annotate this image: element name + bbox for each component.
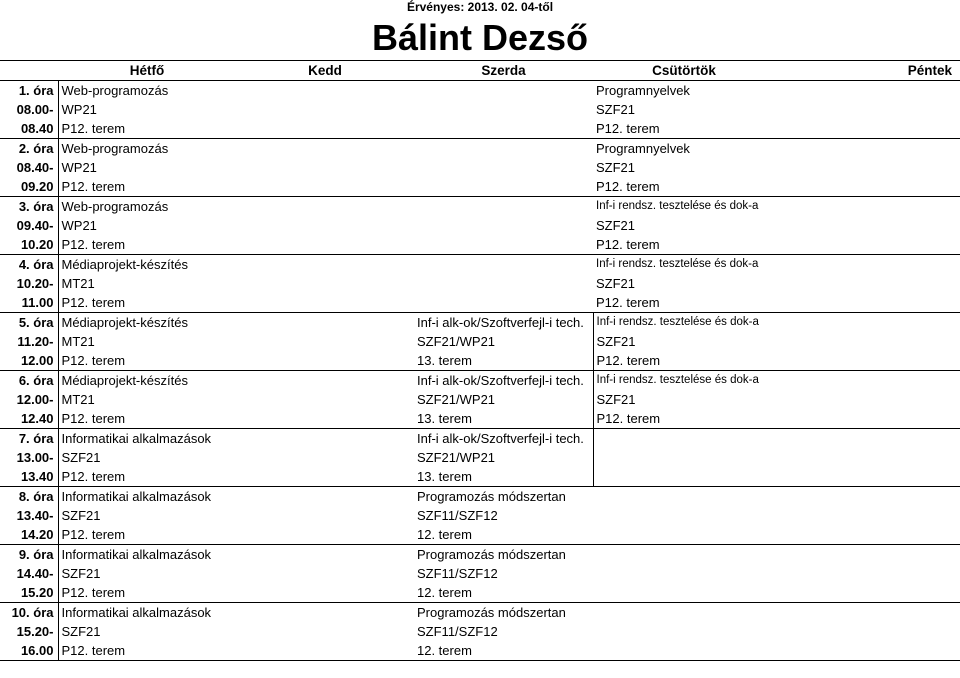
lesson-cell-wednesday: 12. terem [414,583,593,603]
lesson-cell-wednesday: SZF21/WP21 [414,390,593,409]
lesson-cell-wednesday: 12. terem [414,641,593,661]
lesson-cell-wednesday [414,274,593,293]
day-header-wednesday: Szerda [414,61,593,81]
lesson-cell-monday: WP21 [61,160,97,175]
lesson-cell-tuesday [236,81,414,101]
lesson-cell-friday [775,467,960,487]
lesson-cell-friday [775,119,960,139]
lesson-cell-friday [775,158,960,177]
lesson-cell-thursday [593,545,775,565]
lesson-cell-tuesday [236,313,414,333]
lesson-cell-friday [775,525,960,545]
lesson-cell-tuesday [236,255,414,275]
period-start-time: 13.40- [0,506,58,525]
period-label: 8. óra [0,487,58,507]
lesson-cell-wednesday [414,216,593,235]
period-end-time: 16.00 [0,641,58,661]
lesson-cell-thursday [593,603,775,623]
lesson-cell-friday [775,641,960,661]
lesson-cell-wednesday: SZF21/WP21 [414,332,593,351]
lesson-cell-friday [775,81,960,101]
lesson-cell-thursday: SZF21 [596,218,636,233]
lesson-cell-thursday: P12. terem [593,177,775,197]
corner-cell [0,61,58,81]
period-end-time: 14.20 [0,525,58,545]
lesson-cell-friday [775,313,960,333]
lesson-cell-monday: Informatikai alkalmazások [61,489,212,504]
period-label: 10. óra [0,603,58,623]
period-end-time: 12.40 [0,409,58,429]
period-end-time: 08.40 [0,119,58,139]
period-label: 2. óra [0,139,58,159]
period-end-time: 15.20 [0,583,58,603]
lesson-cell-monday: Informatikai alkalmazások [61,431,212,446]
lesson-cell-friday [775,429,960,449]
lesson-cell-friday [775,139,960,159]
lesson-cell-friday [775,332,960,351]
day-header-friday: Péntek [775,61,960,81]
lesson-cell-thursday: P12. terem [593,351,775,371]
lesson-cell-thursday [593,622,775,641]
lesson-cell-monday: Médiaprojekt-készítés [61,257,188,272]
lesson-cell-wednesday: 13. terem [414,467,593,487]
lesson-cell-monday: P12. terem [58,583,236,603]
lesson-cell-wednesday: Inf-i alk-ok/Szoftverfejl-i tech. [414,313,593,333]
lesson-cell-tuesday [236,467,414,487]
period-row [0,197,960,217]
lesson-cell-thursday: P12. terem [593,293,775,313]
lesson-cell-monday: Web-programozás [61,141,169,156]
lesson-cell-thursday: SZF21 [596,160,636,175]
period-row [0,429,960,449]
period-label: 1. óra [0,81,58,101]
period-row [0,641,960,661]
lesson-cell-thursday [593,429,775,449]
lesson-cell-wednesday: Inf-i alk-ok/Szoftverfejl-i tech. [414,371,593,391]
period-start-time: 08.40- [0,158,58,177]
lesson-cell-friday [775,390,960,409]
period-label: 4. óra [0,255,58,275]
lesson-cell-monday: SZF21 [61,624,101,639]
lesson-cell-thursday: Inf-i rendsz. tesztelése és dok-a [596,200,759,212]
lesson-cell-thursday: Inf-i rendsz. tesztelése és dok-a [596,374,759,386]
lesson-cell-thursday: P12. terem [593,119,775,139]
lesson-cell-tuesday [236,274,414,293]
period-end-time: 09.20 [0,177,58,197]
lesson-cell-tuesday [236,603,414,623]
period-start-time: 09.40- [0,216,58,235]
lesson-cell-thursday: Programnyelvek [596,141,690,156]
lesson-cell-friday [775,545,960,565]
lesson-cell-thursday: P12. terem [593,235,775,255]
lesson-cell-thursday: SZF21 [596,276,636,291]
lesson-cell-wednesday: Inf-i alk-ok/Szoftverfejl-i tech. [414,429,593,449]
period-start-time: 12.00- [0,390,58,409]
timetable-body [0,81,960,661]
lesson-cell-friday [775,197,960,217]
period-start-time: 15.20- [0,622,58,641]
period-row [0,274,960,293]
lesson-cell-monday: P12. terem [58,641,236,661]
period-end-time: 12.00 [0,351,58,371]
lesson-cell-thursday [593,583,775,603]
period-row [0,487,960,507]
lesson-cell-friday [775,274,960,293]
lesson-cell-friday [775,564,960,583]
lesson-cell-tuesday [236,429,414,449]
lesson-cell-thursday [593,641,775,661]
lesson-cell-thursday [593,564,775,583]
lesson-cell-monday: P12. terem [58,525,236,545]
period-start-time: 11.20- [0,332,58,351]
lesson-cell-tuesday [236,506,414,525]
period-row [0,158,960,177]
lesson-cell-thursday [593,525,775,545]
period-row [0,467,960,487]
lesson-cell-friday [775,506,960,525]
period-row [0,351,960,371]
lesson-cell-thursday: Programnyelvek [596,83,690,98]
lesson-cell-tuesday [236,139,414,159]
lesson-cell-monday: Informatikai alkalmazások [61,605,212,620]
lesson-cell-wednesday: SZF21/WP21 [414,448,593,467]
lesson-cell-wednesday [414,177,593,197]
lesson-cell-wednesday: 12. terem [414,525,593,545]
period-end-time: 13.40 [0,467,58,487]
lesson-cell-friday [775,371,960,391]
lesson-cell-wednesday [414,81,593,101]
period-row [0,81,960,101]
lesson-cell-wednesday: SZF11/SZF12 [417,508,498,523]
lesson-cell-monday: Web-programozás [61,83,169,98]
lesson-cell-tuesday [236,197,414,217]
period-row [0,332,960,351]
lesson-cell-wednesday: SZF11/SZF12 [417,624,498,639]
lesson-cell-wednesday [414,235,593,255]
period-row [0,409,960,429]
lesson-cell-friday [775,293,960,313]
teacher-name: Bálint Dezső [371,17,589,58]
period-start-time: 13.00- [0,448,58,467]
validity-date: Érvényes: 2013. 02. 04-től [406,0,554,14]
period-start-time: 08.00- [0,100,58,119]
period-label: 3. óra [0,197,58,217]
lesson-cell-tuesday [236,293,414,313]
timetable [0,60,960,661]
lesson-cell-monday: MT21 [61,392,95,407]
lesson-cell-tuesday [236,177,414,197]
lesson-cell-friday [775,603,960,623]
day-header-tuesday: Kedd [236,61,414,81]
period-label: 9. óra [0,545,58,565]
period-label: 7. óra [0,429,58,449]
lesson-cell-tuesday [236,216,414,235]
lesson-cell-tuesday [236,564,414,583]
lesson-cell-monday: Médiaprojekt-készítés [61,315,188,330]
period-row [0,119,960,139]
lesson-cell-monday: SZF21 [61,508,101,523]
period-row [0,525,960,545]
period-start-time: 10.20- [0,274,58,293]
period-label: 6. óra [0,371,58,391]
lesson-cell-thursday: SZF21 [596,102,636,117]
lesson-cell-monday: Informatikai alkalmazások [61,547,212,562]
lesson-cell-tuesday [236,119,414,139]
lesson-cell-friday [775,255,960,275]
lesson-cell-wednesday [414,119,593,139]
lesson-cell-thursday [593,448,775,467]
lesson-cell-monday: SZF21 [61,566,101,581]
period-row [0,216,960,235]
lesson-cell-friday [775,216,960,235]
lesson-cell-wednesday: Programozás módszertan [417,547,566,562]
period-row [0,177,960,197]
period-row [0,603,960,623]
lesson-cell-wednesday: 13. terem [414,351,593,371]
lesson-cell-wednesday: Programozás módszertan [417,605,566,620]
lesson-cell-friday [775,235,960,255]
period-row [0,583,960,603]
lesson-cell-monday: MT21 [61,276,95,291]
lesson-cell-tuesday [236,487,414,507]
lesson-cell-tuesday [236,622,414,641]
lesson-cell-tuesday [236,583,414,603]
lesson-cell-tuesday [236,409,414,429]
lesson-cell-wednesday [414,139,593,159]
lesson-cell-thursday: SZF21 [596,392,636,407]
lesson-cell-monday: WP21 [61,218,97,233]
lesson-cell-tuesday [236,390,414,409]
day-header-monday: Hétfő [58,61,236,81]
period-row [0,255,960,275]
lesson-cell-monday: P12. terem [58,235,236,255]
lesson-cell-monday: Médiaprojekt-készítés [61,373,188,388]
lesson-cell-monday: P12. terem [58,119,236,139]
lesson-cell-wednesday [414,255,593,275]
lesson-cell-monday: SZF21 [61,450,101,465]
period-row [0,448,960,467]
lesson-cell-thursday [593,487,775,507]
lesson-cell-monday: MT21 [61,334,95,349]
lesson-cell-tuesday [236,351,414,371]
lesson-cell-tuesday [236,332,414,351]
lesson-cell-wednesday [414,100,593,119]
period-row [0,100,960,119]
period-row [0,545,960,565]
day-header-row [0,61,960,81]
period-start-time: 14.40- [0,564,58,583]
period-label: 5. óra [0,313,58,333]
day-header-thursday: Csütörtök [593,61,775,81]
lesson-cell-tuesday [236,641,414,661]
lesson-cell-wednesday: 13. terem [414,409,593,429]
lesson-cell-friday [775,622,960,641]
lesson-cell-wednesday [414,293,593,313]
lesson-cell-thursday: Inf-i rendsz. tesztelése és dok-a [596,258,759,270]
period-row [0,564,960,583]
lesson-cell-friday [775,448,960,467]
period-row [0,390,960,409]
lesson-cell-thursday [593,506,775,525]
lesson-cell-monday: P12. terem [58,467,236,487]
lesson-cell-friday [775,100,960,119]
lesson-cell-friday [775,351,960,371]
lesson-cell-monday: P12. terem [58,293,236,313]
lesson-cell-thursday: Inf-i rendsz. tesztelése és dok-a [596,316,759,328]
period-row [0,235,960,255]
lesson-cell-friday [775,177,960,197]
lesson-cell-tuesday [236,371,414,391]
lesson-cell-monday: Web-programozás [61,199,169,214]
lesson-cell-wednesday [414,197,593,217]
lesson-cell-tuesday [236,545,414,565]
lesson-cell-tuesday [236,100,414,119]
lesson-cell-tuesday [236,448,414,467]
lesson-cell-monday: P12. terem [58,177,236,197]
lesson-cell-monday: P12. terem [58,351,236,371]
lesson-cell-wednesday: SZF11/SZF12 [417,566,498,581]
lesson-cell-wednesday [414,158,593,177]
lesson-cell-friday [775,487,960,507]
period-row [0,139,960,159]
period-row [0,371,960,391]
lesson-cell-monday: P12. terem [58,409,236,429]
lesson-cell-monday: WP21 [61,102,97,117]
lesson-cell-friday [775,583,960,603]
lesson-cell-thursday [593,467,775,487]
period-end-time: 10.20 [0,235,58,255]
period-row [0,293,960,313]
lesson-cell-friday [775,409,960,429]
period-row [0,313,960,333]
lesson-cell-tuesday [236,525,414,545]
lesson-cell-thursday: P12. terem [593,409,775,429]
period-end-time: 11.00 [0,293,58,313]
period-row [0,622,960,641]
lesson-cell-wednesday: Programozás módszertan [417,489,566,504]
period-row [0,506,960,525]
lesson-cell-tuesday [236,158,414,177]
lesson-cell-thursday: SZF21 [596,334,636,349]
lesson-cell-tuesday [236,235,414,255]
